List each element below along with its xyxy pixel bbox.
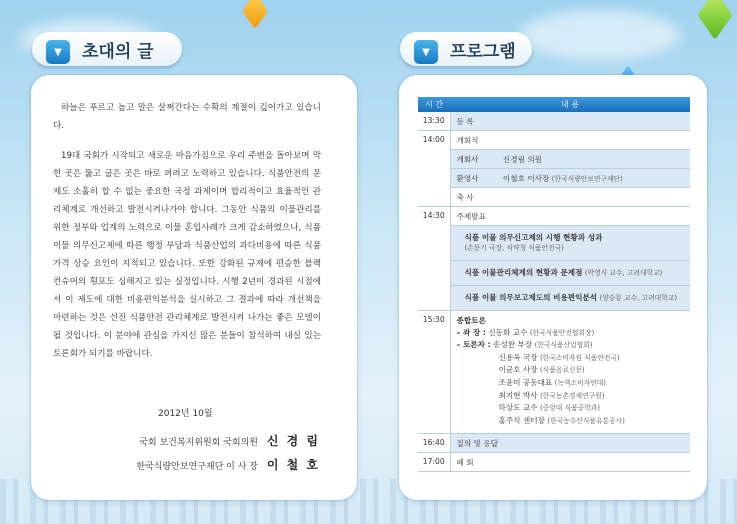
table-row <box>418 131 690 207</box>
topic-title: 식품 이물 의무보고제도의 비용편익분석 <box>464 293 598 302</box>
letter-date: 2012년 10월 <box>158 409 213 419</box>
row-content: 폐 회 <box>450 453 690 472</box>
panelist-line <box>457 352 691 365</box>
sub-person: 신경림 의원 <box>502 155 543 164</box>
row-content <box>450 311 690 434</box>
panelist-note: (한국소비자원 식품안전국) <box>540 353 620 362</box>
invitation-letter <box>53 99 321 375</box>
table-row <box>418 112 690 131</box>
topic-item <box>451 260 691 285</box>
panelist-note: (한국농수산식품유통공사) <box>547 416 625 425</box>
invitation-title: 초대의 글 <box>82 41 154 62</box>
table-row <box>418 453 690 472</box>
panelist-person: 송성완 부장 <box>493 340 533 350</box>
row-content: 등 록 <box>450 112 690 131</box>
topic-note: (손문기 국장, 식약청 식품안전국) <box>464 244 564 252</box>
signer-name: 신 경 림 <box>266 434 320 448</box>
chair-line <box>457 327 691 340</box>
signature-shin <box>120 432 320 449</box>
panel-role: – 토론자 : <box>456 340 491 350</box>
sub-role: 개회사 <box>456 155 479 164</box>
session-label: 개회식 <box>456 136 479 145</box>
panelist-person: 홍주식 센터장 <box>498 415 545 425</box>
program-title: 프로그램 <box>450 41 516 62</box>
sub-person: 이철호 이사장 <box>502 174 550 183</box>
program-table <box>418 97 690 472</box>
chevron-down-icon: ▼ <box>414 40 438 64</box>
chair-note: (한국식품안전협회장) <box>529 328 595 337</box>
sub-note: (한국식량안보연구재단) <box>551 175 623 183</box>
sub-item <box>451 149 691 168</box>
row-content: 질의 및 응답 <box>450 434 690 453</box>
row-time: 14:30 <box>418 207 450 311</box>
col-content-header: 내 용 <box>450 97 690 112</box>
panelist-person: 신용옥 국장 <box>498 352 538 362</box>
letter-paragraph: 하늘은 푸르고 높고 말은 살쪄간다는 수확의 계절이 깊어가고 있습니다. <box>53 103 321 131</box>
table-row <box>418 207 690 311</box>
sub-item <box>451 187 691 206</box>
panelist-line <box>457 390 691 403</box>
table-header-row <box>418 97 690 112</box>
topic-item <box>451 285 691 310</box>
invitation-header <box>32 32 182 66</box>
cloud-decoration <box>520 10 680 60</box>
col-time-header: 시 간 <box>418 97 450 112</box>
session-label: 종합토론 <box>456 316 486 325</box>
row-content <box>450 131 690 207</box>
panelist-line <box>457 415 691 428</box>
chevron-down-icon: ▼ <box>46 40 70 64</box>
row-time: 13:30 <box>418 112 450 131</box>
signer-org: 국회 보건복지위원회 국회의원 <box>139 438 258 448</box>
panelist-line <box>457 339 691 352</box>
topic-item <box>451 225 691 260</box>
topic-note: (양승룡 교수, 고려대학교) <box>599 294 678 302</box>
sub-role: 환영사 <box>456 174 479 183</box>
program-header <box>400 32 532 66</box>
panelist-note: (식품음료신문) <box>540 366 585 375</box>
row-time: 16:40 <box>418 434 450 453</box>
row-time: 15:30 <box>418 311 450 434</box>
topic-title: 식품 이물관리체계의 현황과 문제점 <box>464 268 583 277</box>
panelist-person: 조윤미 공동대표 <box>498 377 553 387</box>
session-label: 주제발표 <box>456 212 486 221</box>
panelist-note: (한국식품산업협회) <box>534 341 593 350</box>
chair-person: 신동화 교수 <box>488 327 528 337</box>
panelist-person: 최지현 박사 <box>498 390 538 400</box>
row-content <box>450 207 690 311</box>
chair-role: – 좌 장 : <box>456 327 486 337</box>
topic-title: 식품 이물 의무신고제의 시행 현황과 성과 <box>464 233 603 242</box>
sub-item <box>451 168 691 187</box>
signer-org: 한국식량안보연구재단 이 사 장 <box>136 462 258 472</box>
panelist-line <box>457 402 691 415</box>
panelist-note: (녹색소비자연대) <box>554 378 606 387</box>
sub-role: 축 사 <box>456 193 474 202</box>
panelist-person: 하상도 교수 <box>498 403 538 413</box>
topic-note: (박영식 교수, 고려대학교) <box>584 269 663 277</box>
row-time: 17:00 <box>418 453 450 472</box>
letter-paragraph: 19대 국회가 시작되고 새로운 마음가짐으로 우리 주변을 돌아보며 막힌 곳은 뚫고 굽은 곳은 바로 펴려고 노력하고 있습니다. 식품안전의 문제도 소홀히 할 수 없는 중요한 국정 과제이며 합리적이고 효율적인 관리체계로 개선하고 발전시켜나가야 합니다. 그동안 식품의 이물관리를 위한 정부와 업계의 노력으로 이물 혼입사례가 크게 감소하였으나, 식품 이물 의무신고제에 따른 행정 부담과 식품산업의 과다비용에 따른 식품가격 상승 요인이 지적되고 있습니다. 또한 강화된 규제에 편승한 블랙 컨슈머의 횡포도 심해지고 있는 실정입니다. 시행 2년이 경과된 시점에서 이 제도에 대한 비용편익분석을 실시하고 그 결과에 따라 개선책을 마련하는 것은 선진 식품안전 관리체계로 발전시켜 나가는 좋은 모델이 될 것입니다. 이 분야에 관심을 가지신 많은 분들이 참석하여 내실 있는 토론회가 되기를 바랍니다. <box>53 151 321 359</box>
table-row <box>418 311 690 434</box>
green-cube-icon <box>698 0 733 40</box>
row-time: 14:00 <box>418 131 450 207</box>
panelist-line <box>457 364 691 377</box>
panelist-note: (중앙대 식품공학과) <box>540 404 601 413</box>
panelist-note: (한국농촌경제연구원) <box>540 391 605 400</box>
panelist-person: 이균호 사장 <box>498 365 538 375</box>
table-row <box>418 434 690 453</box>
signer-name: 이 철 호 <box>266 458 320 472</box>
panelist-line <box>457 377 691 390</box>
signature-lee <box>120 456 320 473</box>
orange-cube-icon <box>242 0 268 29</box>
